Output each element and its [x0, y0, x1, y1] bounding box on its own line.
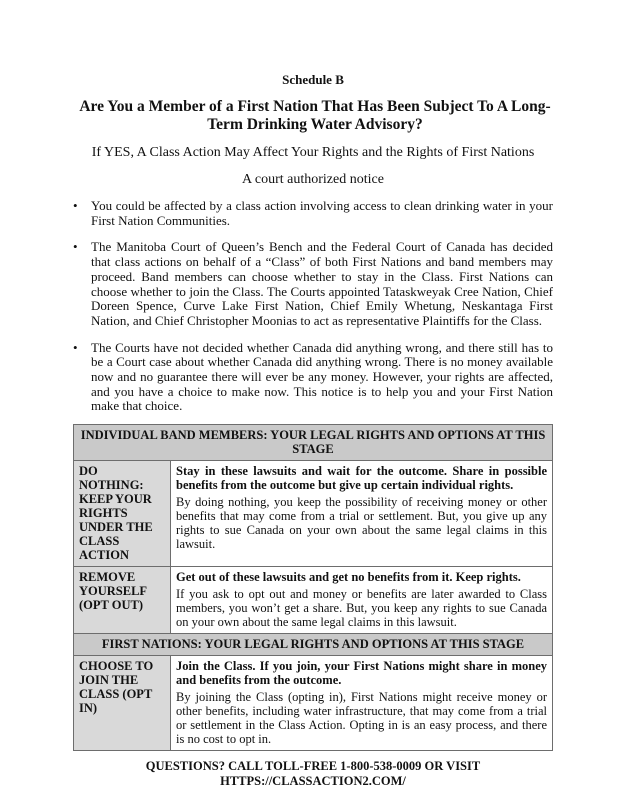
first-nations-header: FIRST NATIONS: YOUR LEGAL RIGHTS AND OPTIONS AT THIS STAGE — [74, 634, 553, 656]
subtitle: If YES, A Class Action May Affect Your Rights and the Rights of First Nations — [91, 145, 535, 160]
option-detail — [171, 567, 553, 634]
footer-website[interactable]: HTTPS://CLASSACTION2.COM/ — [220, 774, 406, 789]
table-row — [74, 461, 553, 567]
table-row — [74, 567, 553, 634]
options-table — [73, 424, 553, 751]
option-lead: Stay in these lawsuits and wait for the outcome. Share in possible benefits from the outcome but give up certain individual rights. — [176, 464, 547, 493]
option-lead: Get out of these lawsuits and get no benefits from it. Keep rights. — [176, 570, 521, 585]
bullet-item: • You could be affected by a class action involving access to clean drinking water in your First Nation Communities. — [73, 199, 553, 228]
option-description: By joining the Class (opting in), First Nations might receive money or other benefits, including water infrastructure, that may come from a trial or settlement in the Class Action. Opting in is an easy process, and there is no cost to opt in. — [176, 690, 547, 747]
option-detail — [171, 461, 553, 567]
footer-contact — [73, 759, 553, 789]
bullet-list — [73, 199, 553, 414]
footer-phone: QUESTIONS? CALL TOLL-FREE 1-800-538-0009 OR VISIT — [145, 759, 481, 774]
option-detail — [171, 656, 553, 751]
option-label: DO NOTHING: KEEP YOUR RIGHTS UNDER THE CLASS ACTION — [74, 461, 171, 567]
page-title: Are You a Member of a First Nation That Has Been Subject To A Long-Term Drinking Water Advisory? — [79, 98, 551, 133]
option-label: REMOVE YOURSELF (OPT OUT) — [74, 567, 171, 634]
band-members-header: INDIVIDUAL BAND MEMBERS: YOUR LEGAL RIGHTS AND OPTIONS AT THIS STAGE — [74, 425, 553, 461]
table-row — [74, 656, 553, 751]
option-description: If you ask to opt out and money or benefits are later awarded to Class members, you won’t get a share. But, you keep any rights to sue Canada on your own about the same legal claims in this lawsuit. — [176, 587, 547, 630]
option-label: CHOOSE TO JOIN THE CLASS (OPT IN) — [74, 656, 171, 751]
schedule-label: Schedule B — [282, 72, 344, 87]
option-description: By doing nothing, you keep the possibility of receiving money or other benefits that may come from a trial or settlement. But, you give up any rights to sue Canada on your own about the same legal claims in this lawsuit. — [176, 495, 547, 552]
bullet-item: • The Manitoba Court of Queen’s Bench and the Federal Court of Canada has decided that class actions on behalf of a “Class” of both First Nations and band members may proceed. Band members can choose whether to stay in the Class. First Nations can choose whether to join the Class. The Courts appointed Tataskweyak Cree Nation, Chief Doreen Spence, Curve Lake First Nation, Chief Emily Whetung, Neskantaga First Nation, and Chief Christopher Moonias to act as representative Plaintiffs for the Class. — [73, 240, 553, 328]
bullet-item: • The Courts have not decided whether Canada did anything wrong, and there still has to be a Court case about whether Canada did anything wrong. There is no money available now and no guarantee there will ever be any money. However, your rights are affected, and you have a choice to make now. This notice is to help you and your First Nation make that choice. — [73, 341, 553, 415]
option-lead: Join the Class. If you join, your First Nations might share in money and benefits from the outcome. — [176, 659, 547, 688]
court-authorized-notice: A court authorized notice — [242, 172, 384, 187]
